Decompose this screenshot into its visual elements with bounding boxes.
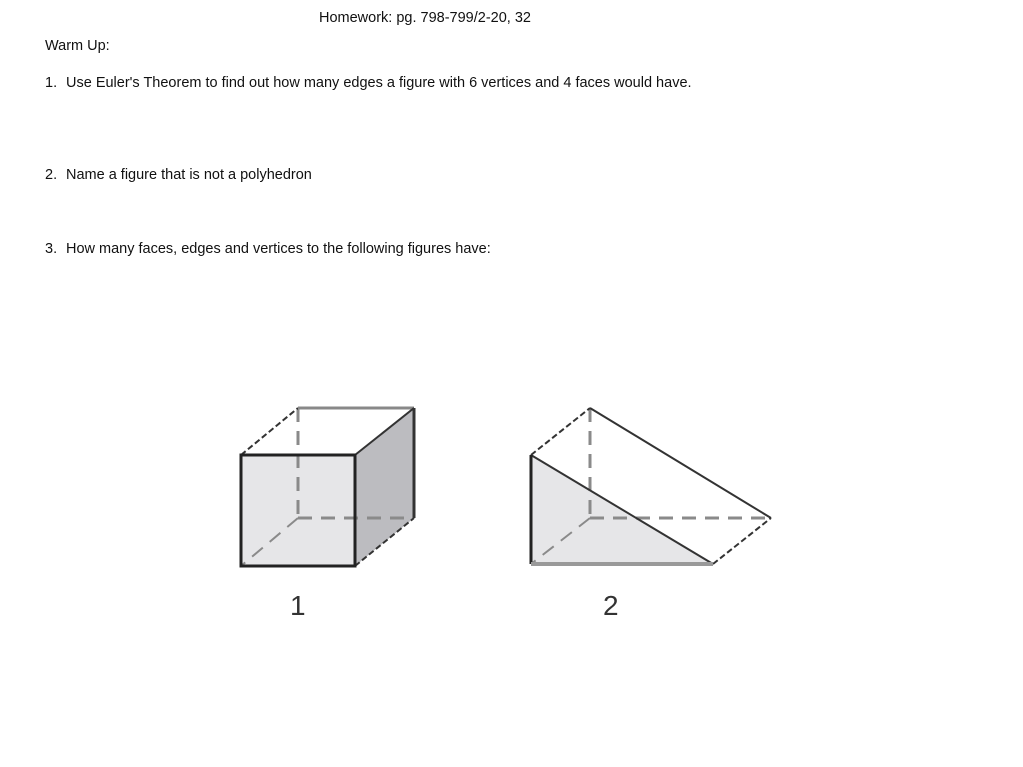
figure-1-label: 1 (290, 590, 306, 621)
question-2-text: Name a figure that is not a polyhedron (66, 167, 312, 183)
question-1-number: 1. (45, 75, 58, 91)
question-1-text: Use Euler's Theorem to find out how many edges a figure with 6 vertices and 4 faces would have. (66, 75, 692, 91)
question-2-number: 2. (45, 167, 58, 183)
figure-2-label: 2 (603, 590, 619, 621)
question-3-number: 3. (45, 241, 58, 257)
rectangular-prism-figure (241, 408, 414, 566)
homework-header: Homework: pg. 798-799/2-20, 32 (319, 10, 531, 26)
warm-up-title: Warm Up: (45, 38, 110, 54)
question-3-text: How many faces, edges and vertices to the following figures have: (66, 241, 491, 257)
triangular-prism-figure (531, 408, 771, 564)
